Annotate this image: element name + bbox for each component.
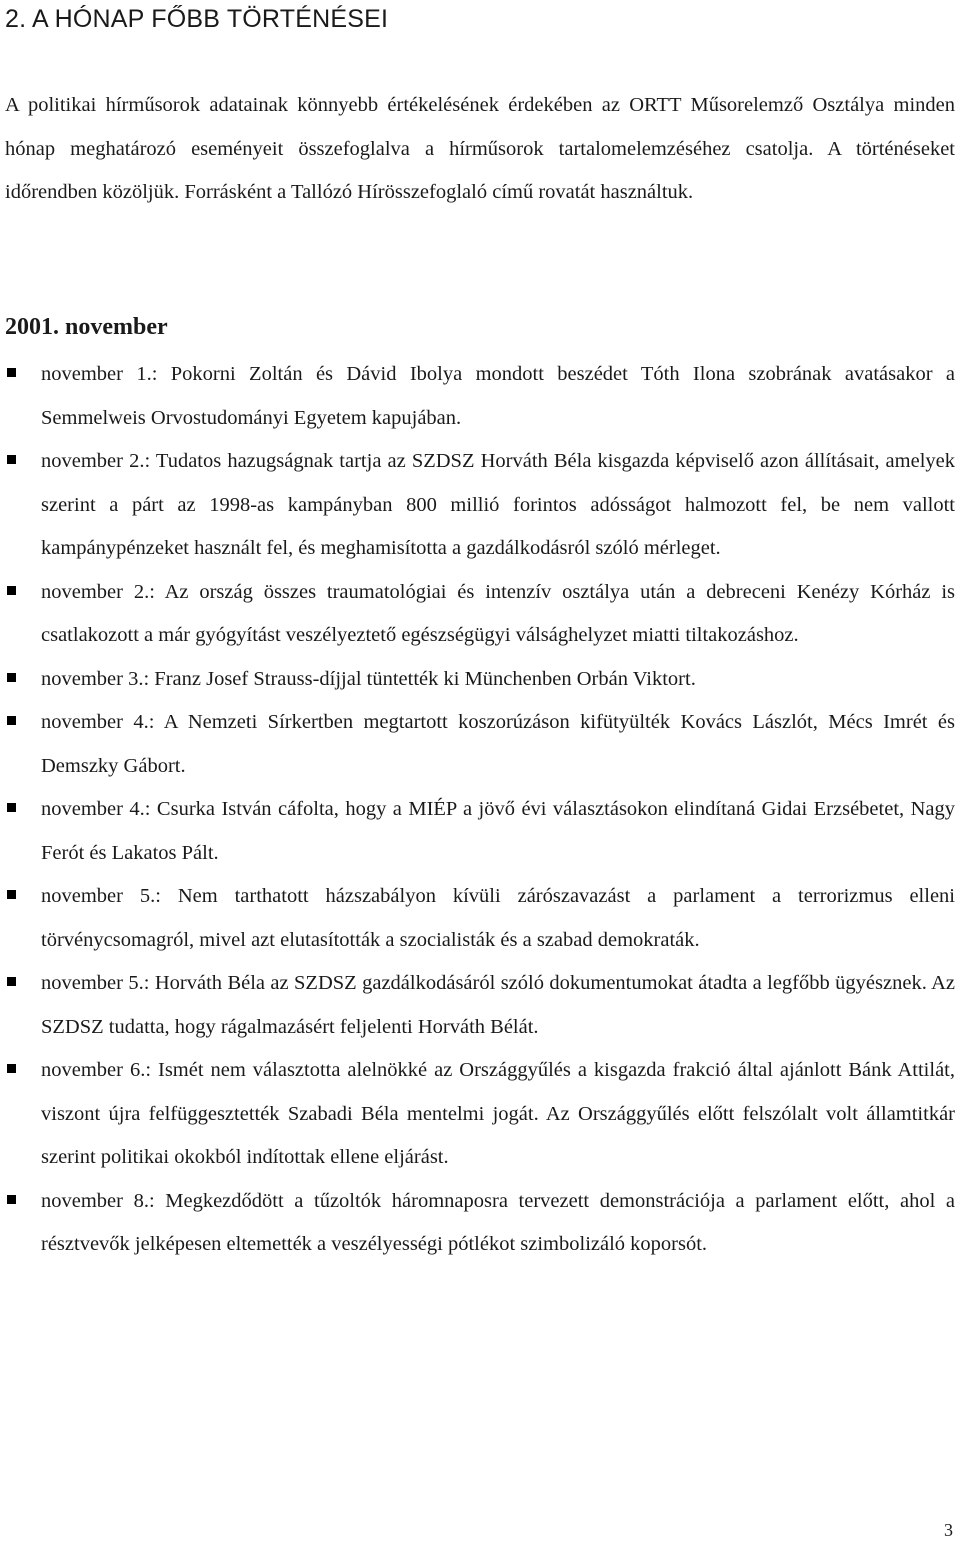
event-text: november 4.: Csurka István cáfolta, hogy a MIÉP a jövő évi választásokon elindítaná Gidai Erzsébetet, Nagy Ferót és Lakatos Pált. (41, 798, 955, 864)
list-item (0, 962, 960, 1049)
list-item (0, 875, 960, 962)
square-bullet-icon (7, 803, 16, 812)
event-text: november 2.: Az ország összes traumatológiai és intenzív osztálya után a debreceni Kenézy Kórház is csatlakozott a már gyógyítást veszélyeztető egészségügyi válsághelyzet miatti tiltakozáshoz. (41, 580, 955, 646)
page-number: 3 (944, 1520, 953, 1540)
event-text: november 5.: Horváth Béla az SZDSZ gazdálkodásáról szóló dokumentumokat átadta a legfőbb ügyésznek. Az SZDSZ tudatta, hogy rágalmazásért feljelenti Horváth Bélát. (41, 972, 955, 1038)
section-title: 2001. november (5, 314, 168, 340)
list-item (0, 701, 960, 788)
chapter-heading: 2. A HÓNAP FŐBB TÖRTÉNÉSEI (5, 5, 389, 33)
list-item (0, 353, 960, 440)
event-text: november 4.: A Nemzeti Sírkertben megtartott koszorúzáson kifütyülték Kovács Lászlót, Mécs Imrét és Demszky Gábort. (41, 711, 955, 777)
event-text: november 2.: Tudatos hazugságnak tartja az SZDSZ Horváth Béla kisgazda képviselő azon állításait, amelyek szerint a párt az 1998-as kampányban 800 millió forintos adósságot halmozott fel, be nem vallott kampánypénzeket használt fel, és meghamisította a gazdálkodásról szóló mérleget. (41, 450, 955, 559)
square-bullet-icon (7, 586, 16, 595)
square-bullet-icon (7, 1064, 16, 1073)
list-item (0, 571, 960, 658)
list-item (0, 440, 960, 571)
square-bullet-icon (7, 673, 16, 682)
square-bullet-icon (7, 368, 16, 377)
list-item (0, 1180, 960, 1267)
square-bullet-icon (7, 716, 16, 725)
list-item (0, 788, 960, 875)
list-item (0, 1049, 960, 1180)
square-bullet-icon (7, 455, 16, 464)
event-text: november 3.: Franz Josef Strauss-díjjal tüntették ki Münchenben Orbán Viktort. (41, 667, 696, 690)
square-bullet-icon (7, 1195, 16, 1204)
square-bullet-icon (7, 977, 16, 986)
event-text: november 6.: Ismét nem választotta alelnökké az Országgyűlés a kisgazda frakció által ajánlott Bánk Attilát, viszont újra felfüggesztették Szabadi Béla mentelmi jogát. Az Országgyűlés előtt felszólalt volt államtitkár szerint politikai okokból indítottak ellene eljárást. (41, 1059, 955, 1168)
event-text: november 8.: Megkezdődött a tűzoltók háromnaposra tervezett demonstrációja a parlament előtt, ahol a résztvevők jelképesen eltemették a veszélyességi pótlékot szimbolizáló koporsót. (41, 1189, 955, 1255)
event-list (0, 353, 960, 1267)
event-text: november 1.: Pokorni Zoltán és Dávid Ibolya mondott beszédet Tóth Ilona szobrának avatásakor a Semmelweis Orvostudományi Egyetem kapujában. (41, 363, 955, 429)
intro-paragraph: A politikai hírműsorok adatainak könnyebb értékelésének érdekében az ORTT Műsorelemző Osztálya minden hónap meghatározó eseményeit összefoglalva a hírműsorok tartalomelemzéséhez csatolja. A történéseket időrendben közöljük. Forrásként a Tallózó Hírösszefoglaló című rovatát használtuk. (5, 94, 955, 203)
list-item (0, 658, 960, 702)
event-text: november 5.: Nem tarthatott házszabályon kívüli zárószavazást a parlament a terrorizmus elleni törvénycsomagról, mivel azt elutasították a szocialisták és a szabad demokraták. (41, 885, 955, 951)
square-bullet-icon (7, 890, 16, 899)
